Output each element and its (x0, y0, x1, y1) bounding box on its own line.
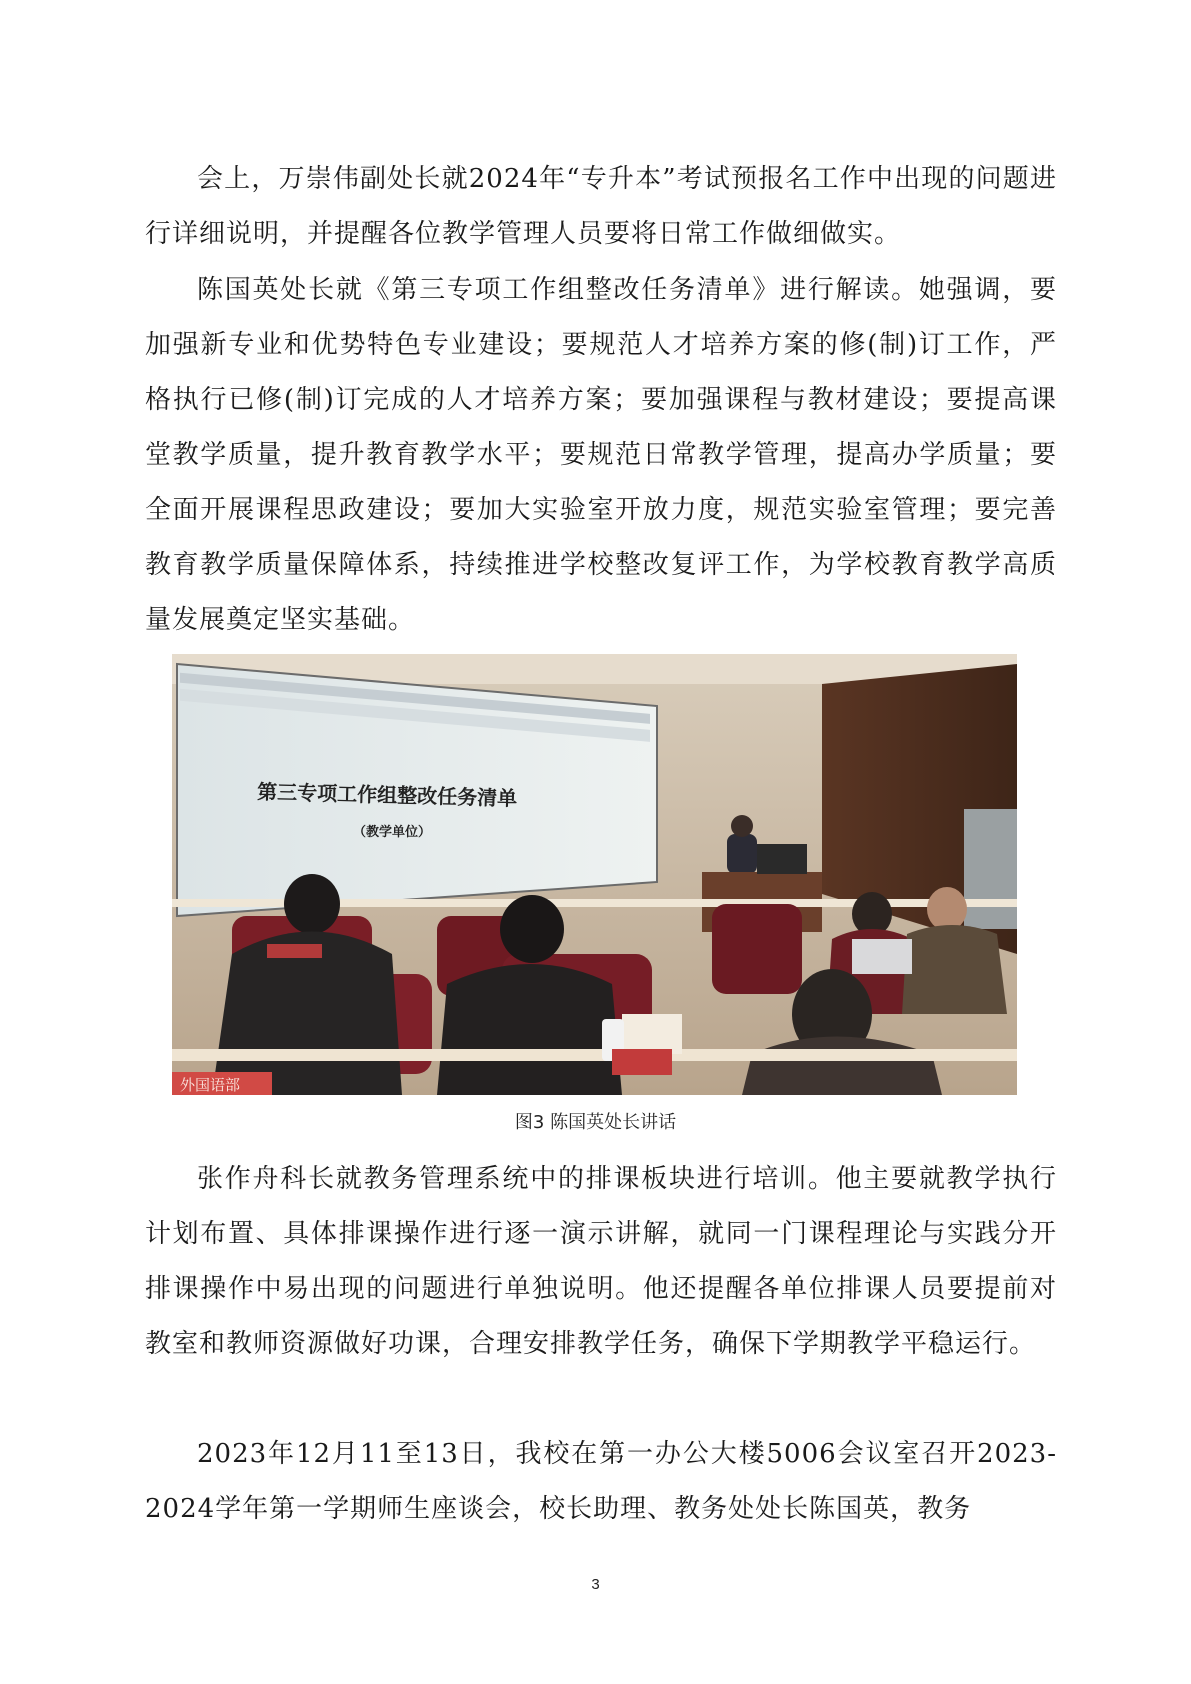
slide-subtitle: （教学单位） (352, 825, 432, 840)
paragraph-4: 2023年12月11至13日，我校在第一办公大楼5006会议室召开2023-2024学年第一学期师生座谈会，校长助理、教务处处长陈国英，教务 (145, 1439, 1057, 1524)
figure-caption: 图3 陈国英处长讲话 (514, 1112, 677, 1133)
paragraph-3: 张作舟科长就教务管理系统中的排课板块进行培训。他主要就教学执行计划布置、具体排课操作进行逐一演示讲解，就同一门课程理论与实践分开排课操作中易出现的问题进行单独说明。他还提醒各单位排课人员要提前对教室和教师资源做好功课，合理安排教学任务，确保下学期教学平稳运行。 (145, 1164, 1057, 1359)
paragraph-2: 陈国英处长就《第三专项工作组整改任务清单》进行解读。她强调，要加强新专业和优势特色专业建设；要规范人才培养方案的修(制)订工作，严格执行已修(制)订完成的人才培养方案；要加强课程与教材建设；要提高课堂教学质量，提升教育教学水平；要规范日常教学管理，提高办学质量；要全面开展课程思政建设；要加大实验室开放力度，规范实验室管理；要完善教育教学质量保障体系，持续推进学校整改复评工作，为学校教育教学高质量发展奠定坚实基础。 (145, 275, 1057, 635)
slide-title: 第三专项工作组整改任务清单 (256, 779, 518, 811)
paragraph-1: 会上，万崇伟副处长就2024年“专升本”考试预报名工作中出现的问题进行详细说明，并提醒各位教学管理人员要将日常工作做细做实。 (145, 164, 1057, 249)
page-number: 3 (591, 1576, 600, 1593)
meeting-photo (172, 654, 1017, 1095)
name-plate-label: 外国语部 (180, 1076, 241, 1094)
